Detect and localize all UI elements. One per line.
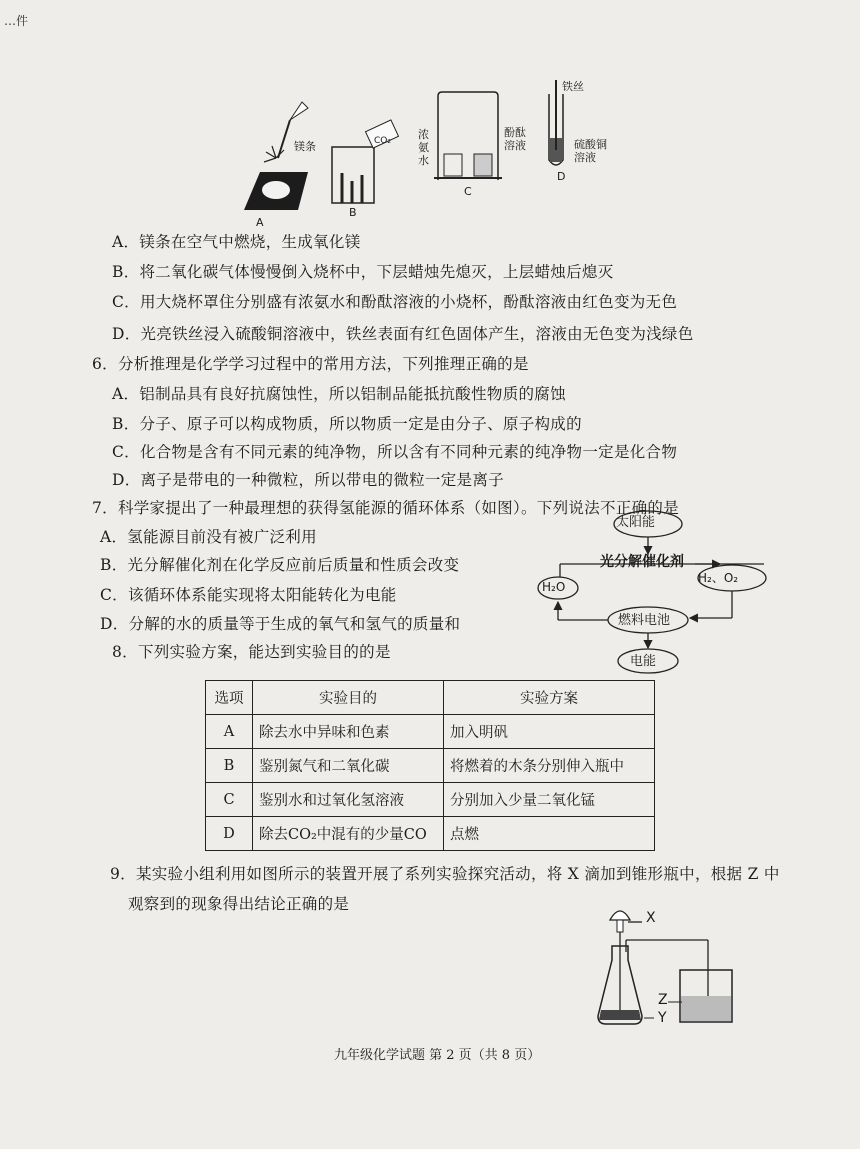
q7-stem: 7．科学家提出了一种最理想的获得氢能源的循环体系（如图）。下列说法不正确的是 [92,499,680,517]
q9-stem-line2: 观察到的现象得出结论正确的是 [128,895,350,913]
label-y: Y [658,1010,667,1026]
table-cell: 将燃着的木条分别伸入瓶中 [444,749,655,783]
table-header-row [206,681,655,715]
table-row [206,749,655,783]
header-plan: 实验方案 [444,681,655,715]
q5-option-b: B．将二氧化碳气体慢慢倒入烧杯中，下层蜡烛先熄灭，上层蜡烛后熄灭 [112,263,614,281]
diagram-catalyst: 光分解催化剂 [600,554,684,570]
corner-text: …件 [4,14,29,28]
q6-option-b: B．分子、原子可以构成物质，所以物质一定是由分子、原子构成的 [112,415,582,433]
table-cell: 鉴别水和过氧化氢溶液 [253,783,444,817]
figure-a-caption: 镁条 [294,140,316,153]
figure-a-label: A [256,216,264,229]
q5-option-c: C．用大烧杯罩住分别盛有浓氨水和酚酞溶液的小烧杯，酚酞溶液由红色变为无色 [112,293,678,311]
page-footer: 九年级化学试题 第 2 页（共 8 页） [334,1048,541,1063]
q6-option-d: D．离子是带电的一种微粒，所以带电的微粒一定是离子 [112,471,504,489]
table-cell: 分别加入少量二氧化锰 [444,783,655,817]
figure-d-top-text: 铁丝 [562,80,584,93]
label-x: X [646,910,656,926]
figure-c-right-text: 酚酞溶液 [504,126,526,152]
table-cell: 点燃 [444,817,655,851]
q6-option-c: C．化合物是含有不同元素的纯净物，所以含有不同种元素的纯净物一定是化合物 [112,443,678,461]
q8-stem: 8．下列实验方案，能达到实验目的的是 [112,643,391,661]
figure-b-co2-text: CO₂ [374,136,391,146]
figure-a-magnesium-burning [240,100,320,210]
table-row [206,783,655,817]
table-cell: 除去CO₂中混有的少量CO [253,817,444,851]
header-option: 选项 [206,681,253,715]
table-cell: 除去水中异味和色素 [253,715,444,749]
table-cell: 鉴别氮气和二氧化碳 [253,749,444,783]
table-row [206,817,655,851]
q8-experiment-table [205,680,655,851]
header-purpose: 实验目的 [253,681,444,715]
table-cell: A [206,715,253,749]
table-row [206,715,655,749]
q7-option-d: D．分解的水的质量等于生成的氧气和氢气的质量和 [100,615,461,633]
figure-c-label: C [464,185,472,198]
q6-stem: 6．分析推理是化学学习过程中的常用方法，下列推理正确的是 [92,355,529,373]
figure-d-label: D [557,170,566,183]
figure-d-iron-wire-tube [546,80,566,170]
q7-option-a: A．氢能源目前没有被广泛利用 [100,528,317,546]
table-cell: D [206,817,253,851]
figure-b-label: B [349,206,357,219]
diagram-fuel-cell: 燃料电池 [618,613,671,628]
q7-option-b: B．光分解催化剂在化学反应前后质量和性质会改变 [100,556,460,574]
q7-option-c: C．该循环体系能实现将太阳能转化为电能 [100,586,397,604]
figure-d-side-text: 硫酸铜溶液 [574,138,607,164]
q9-stem-line1: 9．某实验小组利用如图所示的装置开展了系列实验探究活动，将 X 滴加到锥形瓶中，根据 Z 中 [110,865,780,883]
q5-option-d: D．光亮铁丝浸入硫酸铜溶液中，铁丝表面有红色固体产生，溶液由无色变为浅绿色 [112,325,694,343]
figure-c-ammonia-beakers [434,90,502,180]
diagram-gases: H₂、O₂ [698,571,739,585]
q5-option-a: A．镁条在空气中燃烧，生成氧化镁 [112,233,361,251]
q9-apparatus [598,898,738,1028]
diagram-sun: 太阳能 [616,515,656,530]
table-cell: 加入明矾 [444,715,655,749]
diagram-water: H₂O [542,580,566,594]
table-cell: B [206,749,253,783]
diagram-electric: 电能 [630,654,657,669]
label-z: Z [658,992,668,1008]
q6-option-a: A．铝制品具有良好抗腐蚀性，所以铝制品能抵抗酸性物质的腐蚀 [112,385,566,403]
figure-c-left-text: 浓氨水 [418,128,429,167]
table-cell: C [206,783,253,817]
